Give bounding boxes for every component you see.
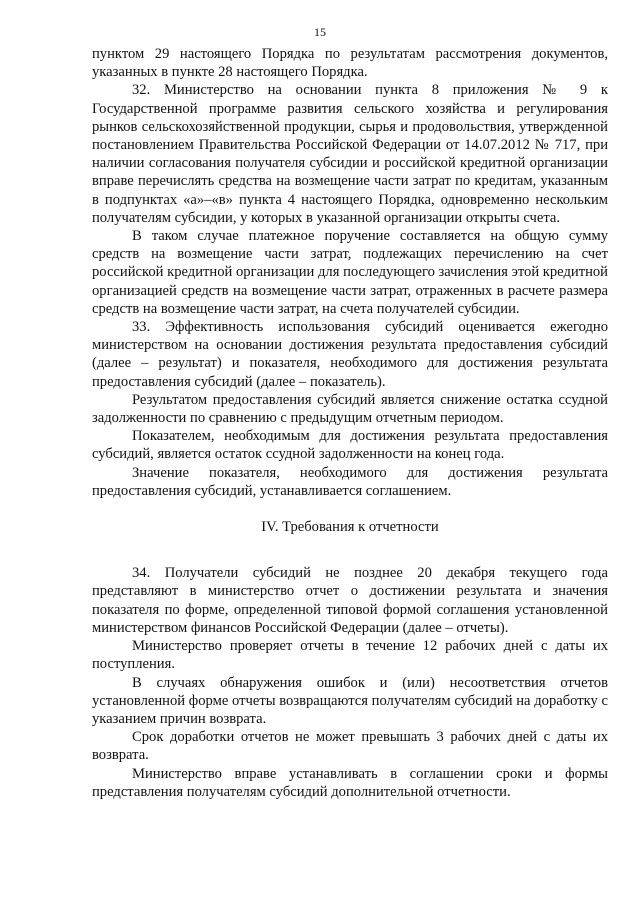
paragraph-33: 33. Эффективность использования субсидий оценивается ежегодно министерством на основании достижения результата предоставления субсидий (далее – результат) и показателя, необходимого для достижения результата предоставления субсидий (далее – показатель). [92, 319, 608, 390]
paragraph-revision-deadline: Срок доработки отчетов не может превышать 3 рабочих дней с даты их возврата. [92, 729, 608, 764]
paragraph-additional-reporting: Министерство вправе устанавливать в соглашении сроки и формы представления получателям субсидий дополнительной отчетности. [92, 765, 608, 800]
paragraph-indicator: Показателем, необходимым для достижения результата предоставления субсидий, является остаток ссудной задолженности на конец года. [92, 428, 608, 463]
paragraph-32: 32. Министерство на основании пункта 8 приложения № 9 к Государственной программе развития сельского хозяйства и регулирования рынков сельскохозяйственной продукции, сырья и продовольствия, утвержденной постановлением Правительства Российской Федерации от 14.07.2012 № 717, при наличии согласования получателя субсидии и российской кредитной организации вправе перечислять средства на возмещение части затрат по кредитам, указанным в подпунктах «а»–«в» пункта 4 настоящего Порядка, одновременно нескольким получателям субсидии, у которых в указанной организации открыты счета. [92, 82, 608, 226]
paragraph-payment-order: В таком случае платежное поручение составляется на общую сумму средств на возмещение части затрат, подлежащих перечислению на счет российской кредитной организации для последующего зачисления этой кредитной организацией средств на возмещение части затрат, отраженных в расчете размера средств на возмещение части затрат, на счета получателей субсидии. [92, 228, 608, 317]
document-body [92, 45, 608, 801]
paragraph-indicator-value: Значение показателя, необходимого для достижения результата предоставления субсидий, устанавливается соглашением. [92, 464, 608, 499]
page-number: 15 [314, 25, 326, 39]
section-heading: IV. Требования к отчетности [261, 519, 439, 536]
paragraph-report-return: В случаях обнаружения ошибок и (или) несоответствия отчетов установленной форме отчеты возвращаются получателям субсидий на доработку с указанием причин возврата. [92, 674, 608, 727]
paragraph-result: Результатом предоставления субсидий является снижение остатка ссудной задолженности по сравнению с предыдущим отчетным периодом. [92, 391, 608, 427]
paragraph-report-check: Министерство проверяет отчеты в течение 12 рабочих дней с даты их поступления. [92, 638, 608, 673]
paragraph-continuation: пунктом 29 настоящего Порядка по результатам рассмотрения документов, указанных в пункте 28 настоящего Порядка. [92, 46, 608, 81]
paragraph-34: 34. Получатели субсидий не позднее 20 декабря текущего года представляют в министерство отчет о достижении результата и значения показателя по форме, определенной типовой формой соглашения установленной министерством финансов Российской Федерации (далее – отчеты). [92, 565, 608, 636]
